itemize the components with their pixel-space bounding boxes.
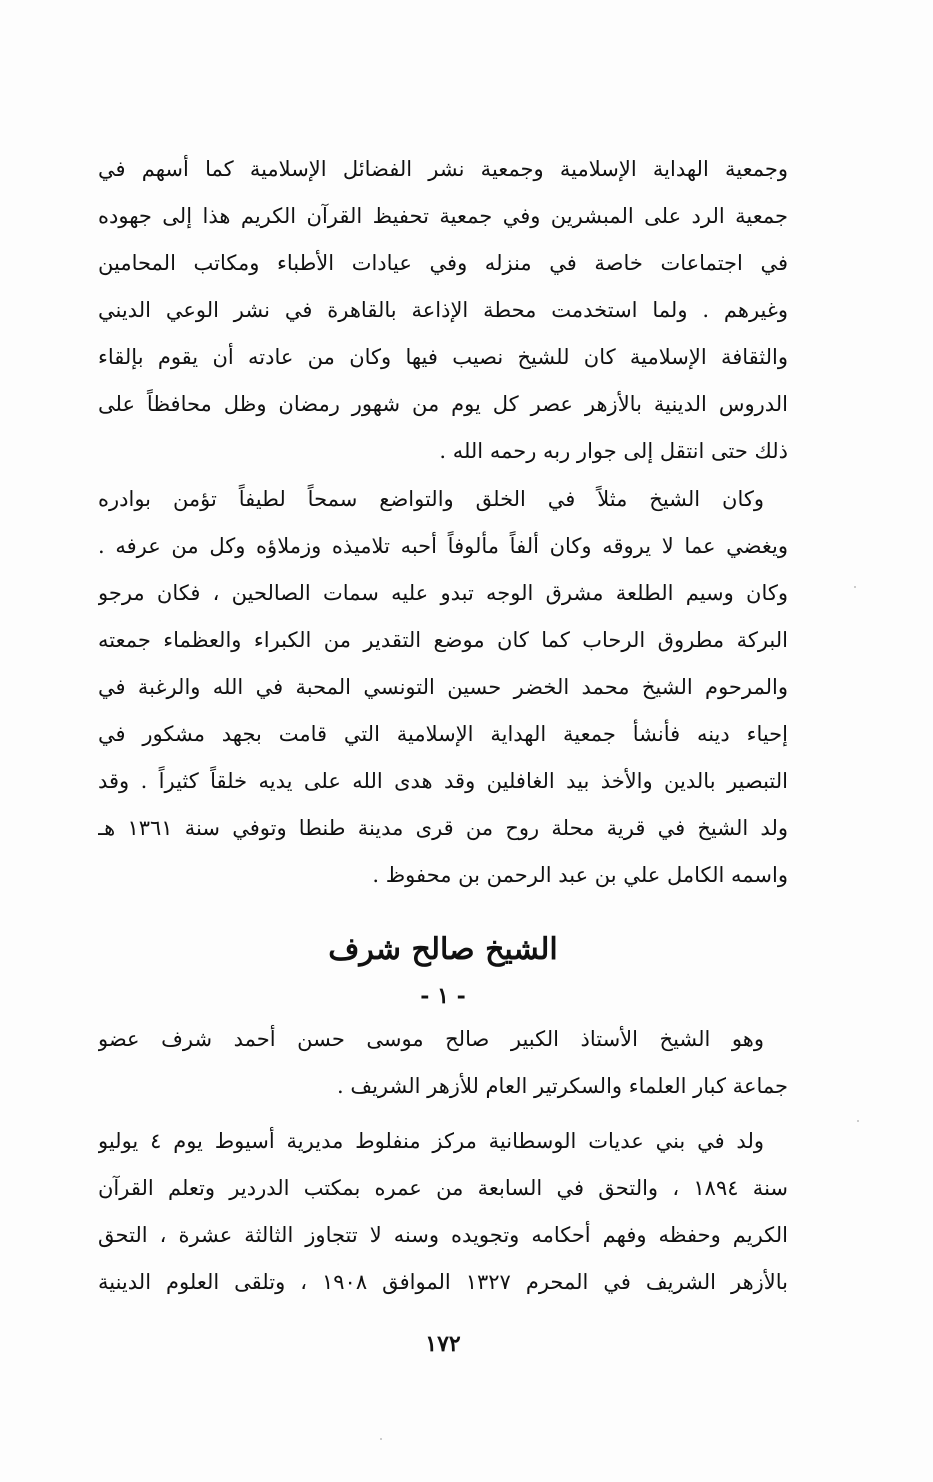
text-line: وهو الشيخ الأستاذ الكبير صالح موسى حسن أحمد شرف عضو <box>98 1027 764 1051</box>
text-line: الكريم وحفظه وفهم أحكامه وتجويده وسنه لا تتجاوز الثالثة عشرة ، التحق <box>98 1223 788 1247</box>
text-line: سنة ١٨٩٤ ، والتحق في السابعة من عمره بمكتب الدردير وتعلم القرآن <box>98 1176 788 1200</box>
scan-speck <box>857 1120 859 1122</box>
text-line: جماعة كبار العلماء والسكرتير العام للأزهر الشريف . <box>336 1074 788 1098</box>
text-line: الدروس الدينية بالأزهر عصر كل يوم من شهور رمضان وظل محافظاً على <box>98 392 788 416</box>
text-line: البركة مطروق الرحاب كما كان موضع التقدير من الكبراء والعظماء جمعته <box>98 628 788 652</box>
paragraph-1 <box>98 146 788 475</box>
text-line: وكان وسيم الطلعة مشرق الوجه تبدو عليه سمات الصالحين ، فكان مرجو <box>98 581 788 605</box>
section-number: - ١ - <box>420 983 466 1009</box>
scan-speck <box>380 1438 382 1440</box>
paragraph-3 <box>98 1016 788 1110</box>
text-line: ولد الشيخ في قرية محلة روح من قرى مدينة طنطا وتوفي سنة ١٣٦١ هـ <box>98 816 788 840</box>
paragraph-4 <box>98 1118 788 1306</box>
text-line: ولد في بني عديات الوسطانية مركز منفلوط مديرية أسيوط يوم ٤ يوليو <box>98 1129 764 1153</box>
text-line: التبصير بالدين والأخذ بيد الغافلين وقد هدى الله على يديه خلقاً كثيراً . وقد <box>98 769 788 793</box>
text-line: في اجتماعات خاصة في منزله وفي عيادات الأطباء ومكاتب المحامين <box>98 251 788 275</box>
text-line: وكان الشيخ مثلاً في الخلق والتواضع سمحاً لطيفاً تؤمن بوادره <box>98 487 764 511</box>
text-line: وجمعية الهداية الإسلامية وجمعية نشر الفضائل الإسلامية كما أسهم في <box>98 157 788 181</box>
paragraph-2 <box>98 476 788 899</box>
text-line: والمرحوم الشيخ محمد الخضر حسين التونسي المحبة في الله والرغبة في <box>98 675 788 699</box>
page-number: ١٧٢ <box>425 1331 461 1357</box>
text-line: وغيرهم . ولما استخدمت محطة الإذاعة بالقاهرة في نشر الوعي الديني <box>98 298 788 322</box>
text-line: ويغضي عما لا يروقه وكان ألفاً مألوفاً أحبه تلاميذه وزملاؤه وكل من عرفه . <box>98 534 788 558</box>
text-line: والثقافة الإسلامية كان للشيخ نصيب فيها وكان من عادته أن يقوم بإلقاء <box>98 345 788 369</box>
section-title: الشيخ صالح شرف <box>328 932 558 967</box>
text-line: جمعية الرد على المبشرين وفي جمعية تحفيظ القرآن الكريم هذا إلى جهوده <box>98 204 788 228</box>
text-line: ذلك حتى انتقل إلى جوار ربه رحمه الله . <box>439 439 788 463</box>
text-line: واسمه الكامل علي بن عبد الرحمن بن محفوظ . <box>372 863 788 887</box>
scan-speck <box>854 586 856 588</box>
text-line: إحياء دينه فأنشأ جمعية الهداية الإسلامية التي قامت بجهد مشكور في <box>98 722 788 746</box>
text-line: بالأزهر الشريف في المحرم ١٣٢٧ الموافق ١٩٠٨ ، وتلقى العلوم الدينية <box>98 1270 788 1294</box>
